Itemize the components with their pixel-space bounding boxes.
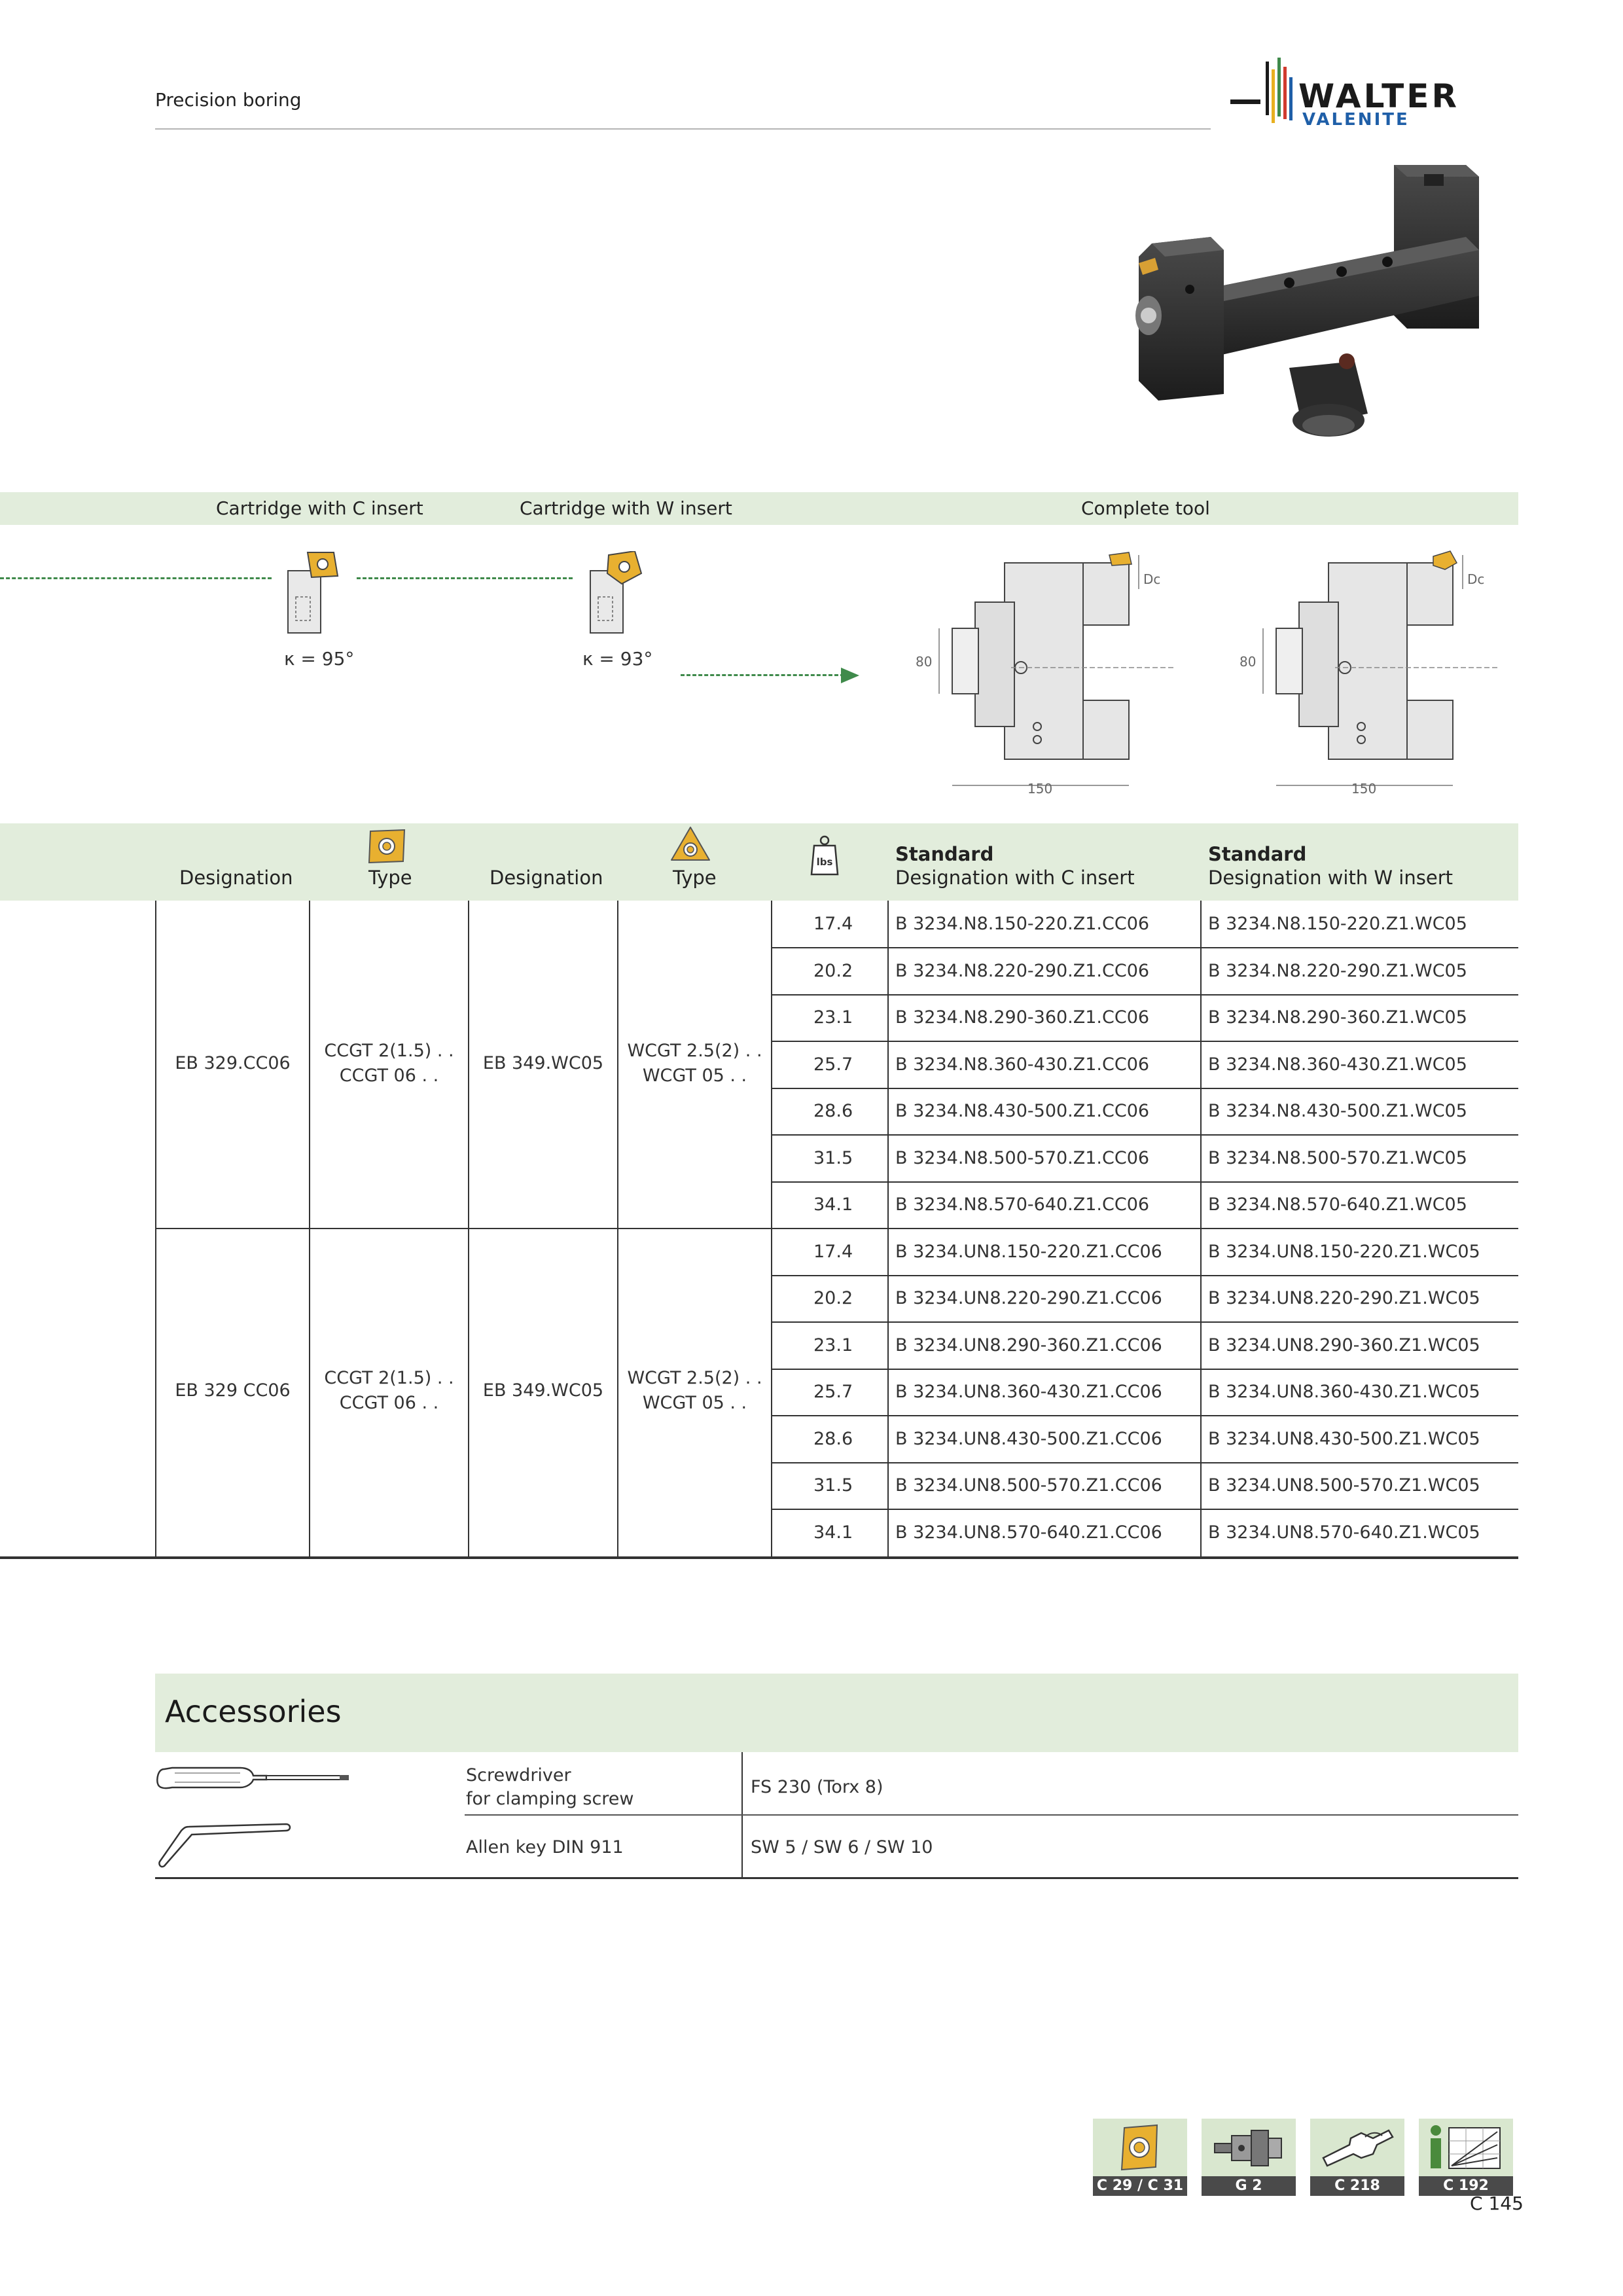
dim-dc-label: Dc [1467, 571, 1485, 587]
walter-valenite-logo [1230, 58, 1512, 130]
designation-w-cell: B 3234.UN8.220-290.Z1.WC05 [1208, 1288, 1480, 1308]
header-type-w: Type [673, 867, 717, 889]
row-divider [771, 1275, 1518, 1276]
header-standard-c: Standard [895, 843, 994, 865]
dim-height-label: 80 [1240, 654, 1257, 670]
row-divider [771, 1134, 1518, 1136]
group-divider [155, 1228, 1518, 1229]
row-divider [771, 1369, 1518, 1370]
row-divider [771, 1088, 1518, 1089]
header-standard-w: Standard [1208, 843, 1307, 865]
dim-width-label: 150 [1027, 781, 1053, 797]
designation-w-cell: B 3234.UN8.430-500.Z1.WC05 [1208, 1429, 1480, 1449]
accessories-band [155, 1674, 1518, 1752]
weight-icon [810, 835, 839, 876]
row-divider [771, 1321, 1518, 1323]
page-number: C 145 [1470, 2193, 1524, 2214]
header-designation-c: Designation [179, 867, 293, 889]
group-type-c-line1: CCGT 2(1.5) . . [324, 1368, 454, 1388]
designation-w-cell: B 3234.UN8.290-360.Z1.WC05 [1208, 1335, 1480, 1355]
weight-cell: 31.5 [813, 1148, 853, 1168]
cartridge-c-label: Cartridge with C insert [216, 497, 423, 519]
weight-cell: 17.4 [813, 914, 853, 934]
arrow-right-icon [841, 666, 861, 685]
weight-cell: 28.6 [813, 1101, 853, 1121]
group-designation-c: EB 329 CC06 [175, 1380, 291, 1401]
logo-text-walter: WALTER [1298, 77, 1459, 115]
cartridge-w-label: Cartridge with W insert [520, 497, 732, 519]
weight-cell: 34.1 [813, 1522, 853, 1543]
designation-c-cell: B 3234.N8.150-220.Z1.CC06 [895, 914, 1150, 934]
table-vline [771, 901, 772, 1559]
designation-c-cell: B 3234.N8.570-640.Z1.CC06 [895, 1194, 1150, 1215]
accessories-bottom-border [155, 1877, 1518, 1879]
table-vline [468, 901, 469, 1559]
row-divider [771, 1415, 1518, 1416]
accessory-name: Allen key DIN 911 [466, 1837, 624, 1857]
weight-cell: 23.1 [813, 1007, 853, 1028]
designation-w-cell: B 3234.UN8.360-430.Z1.WC05 [1208, 1382, 1480, 1402]
group-type-c-line2: CCGT 06 . . [339, 1066, 439, 1086]
table-vline [617, 901, 618, 1559]
weight-cell: 28.6 [813, 1429, 853, 1449]
w-insert-icon [669, 826, 712, 864]
weight-cell: 25.7 [813, 1054, 853, 1075]
designation-c-cell: B 3234.UN8.500-570.Z1.CC06 [895, 1475, 1162, 1496]
group-designation-c: EB 329.CC06 [175, 1053, 291, 1073]
designation-w-cell: B 3234.N8.430-500.Z1.WC05 [1208, 1101, 1467, 1121]
designation-w-cell: B 3234.N8.220-290.Z1.WC05 [1208, 961, 1467, 981]
designation-c-cell: B 3234.N8.500-570.Z1.CC06 [895, 1148, 1150, 1168]
screwdriver-icon [155, 1760, 358, 1799]
row-divider [771, 1181, 1518, 1183]
row-divider [771, 947, 1518, 948]
header-standard-c-sub: Designation with C insert [895, 867, 1135, 889]
tool-drawing-w [1237, 550, 1505, 798]
accessory-value: FS 230 (Torx 8) [751, 1777, 883, 1797]
weight-cell: 25.7 [813, 1382, 853, 1402]
dim-dc-label: Dc [1143, 571, 1161, 587]
reference-label: G 2 [1202, 2176, 1296, 2196]
dim-height-label: 80 [916, 654, 933, 670]
logo-text-valenite: VALENITE [1302, 110, 1410, 130]
group-designation-w: EB 349.WC05 [482, 1053, 604, 1073]
accessories-table [155, 1752, 1518, 1880]
row-divider [771, 1041, 1518, 1042]
weight-cell: 23.1 [813, 1335, 853, 1355]
designation-w-cell: B 3234.N8.500-570.Z1.WC05 [1208, 1148, 1467, 1168]
designation-c-cell: B 3234.UN8.290-360.Z1.CC06 [895, 1335, 1162, 1355]
cartridge-c-drawing [281, 551, 347, 636]
c-insert-icon [366, 829, 408, 864]
product-table [0, 901, 1518, 1559]
row-divider [771, 994, 1518, 996]
group-type-w-line2: WCGT 05 . . [642, 1066, 747, 1086]
designation-c-cell: B 3234.UN8.570-640.Z1.CC06 [895, 1522, 1162, 1543]
table-vline [309, 901, 310, 1559]
designation-c-cell: B 3234.UN8.150-220.Z1.CC06 [895, 1242, 1162, 1262]
cartridge-w-angle: κ = 93° [582, 648, 653, 670]
info-chart-icon [1419, 2119, 1513, 2176]
weight-cell: 20.2 [813, 961, 853, 981]
group-type-c-line1: CCGT 2(1.5) . . [324, 1041, 454, 1061]
weight-cell: 17.4 [813, 1242, 853, 1262]
designation-c-cell: B 3234.UN8.430-500.Z1.CC06 [895, 1429, 1162, 1449]
designation-w-cell: B 3234.N8.570-640.Z1.WC05 [1208, 1194, 1467, 1215]
designation-c-cell: B 3234.N8.220-290.Z1.CC06 [895, 961, 1150, 981]
table-bottom-border [0, 1556, 1518, 1559]
reference-insert[interactable] [1093, 2119, 1187, 2196]
weight-unit-label: lbs [816, 856, 833, 868]
row-divider [771, 1462, 1518, 1463]
designation-c-cell: B 3234.UN8.220-290.Z1.CC06 [895, 1288, 1162, 1308]
tool-drawing-c [913, 550, 1181, 798]
accessories-title: Accessories [165, 1694, 342, 1729]
header-standard-w-sub: Designation with W insert [1208, 867, 1453, 889]
header-type-c: Type [368, 867, 412, 889]
row-divider [465, 1814, 1518, 1816]
table-vline [887, 901, 889, 1559]
section-label-band [0, 492, 1518, 525]
group-type-w-line1: WCGT 2.5(2) . . [627, 1368, 762, 1388]
complete-tool-photo [1073, 152, 1531, 446]
table-header-band [0, 823, 1518, 901]
reference-wrench[interactable] [1310, 2119, 1404, 2196]
dim-width-label: 150 [1351, 781, 1377, 797]
cartridge-w-drawing [582, 551, 654, 636]
allen-key-icon [155, 1818, 299, 1870]
reference-label: C 192 [1419, 2176, 1513, 2196]
designation-c-cell: B 3234.UN8.360-430.Z1.CC06 [895, 1382, 1162, 1402]
adapter-icon [1202, 2119, 1296, 2176]
designation-c-cell: B 3234.N8.290-360.Z1.CC06 [895, 1007, 1150, 1028]
group-type-c-line2: CCGT 06 . . [339, 1393, 439, 1413]
accessory-name: Screwdriver [466, 1765, 571, 1785]
designation-w-cell: B 3234.UN8.570-640.Z1.WC05 [1208, 1522, 1480, 1543]
table-vline [155, 901, 156, 1559]
reference-label: C 218 [1310, 2176, 1404, 2196]
accessory-name-sub: for clamping screw [466, 1789, 634, 1809]
group-type-w-line1: WCGT 2.5(2) . . [627, 1041, 762, 1061]
dash-line-left [0, 577, 272, 579]
header-divider [155, 128, 1211, 130]
designation-w-cell: B 3234.UN8.150-220.Z1.WC05 [1208, 1242, 1480, 1262]
insert-icon [1093, 2119, 1187, 2176]
table-vline [1200, 901, 1202, 1559]
reference-label: C 29 / C 31 [1093, 2176, 1187, 2196]
reference-info[interactable] [1419, 2119, 1513, 2196]
cartridge-c-angle: κ = 95° [284, 648, 355, 670]
dash-line-middle [357, 577, 573, 579]
designation-w-cell: B 3234.N8.150-220.Z1.WC05 [1208, 914, 1467, 934]
wrench-icon [1310, 2119, 1404, 2176]
weight-cell: 34.1 [813, 1194, 853, 1215]
weight-cell: 20.2 [813, 1288, 853, 1308]
accessory-value: SW 5 / SW 6 / SW 10 [751, 1837, 933, 1857]
designation-c-cell: B 3234.N8.430-500.Z1.CC06 [895, 1101, 1150, 1121]
reference-adapter[interactable] [1202, 2119, 1296, 2196]
weight-cell: 31.5 [813, 1475, 853, 1496]
designation-w-cell: B 3234.N8.360-430.Z1.WC05 [1208, 1054, 1467, 1075]
complete-tool-label: Complete tool [1081, 497, 1210, 519]
page-section-title: Precision boring [155, 89, 302, 111]
group-type-w-line2: WCGT 05 . . [642, 1393, 747, 1413]
group-designation-w: EB 349.WC05 [482, 1380, 604, 1401]
designation-w-cell: B 3234.UN8.500-570.Z1.WC05 [1208, 1475, 1480, 1496]
header-designation-w: Designation [490, 867, 603, 889]
designation-w-cell: B 3234.N8.290-360.Z1.WC05 [1208, 1007, 1467, 1028]
row-divider [771, 1509, 1518, 1510]
designation-c-cell: B 3234.N8.360-430.Z1.CC06 [895, 1054, 1150, 1075]
dash-arrow-line [681, 674, 844, 676]
